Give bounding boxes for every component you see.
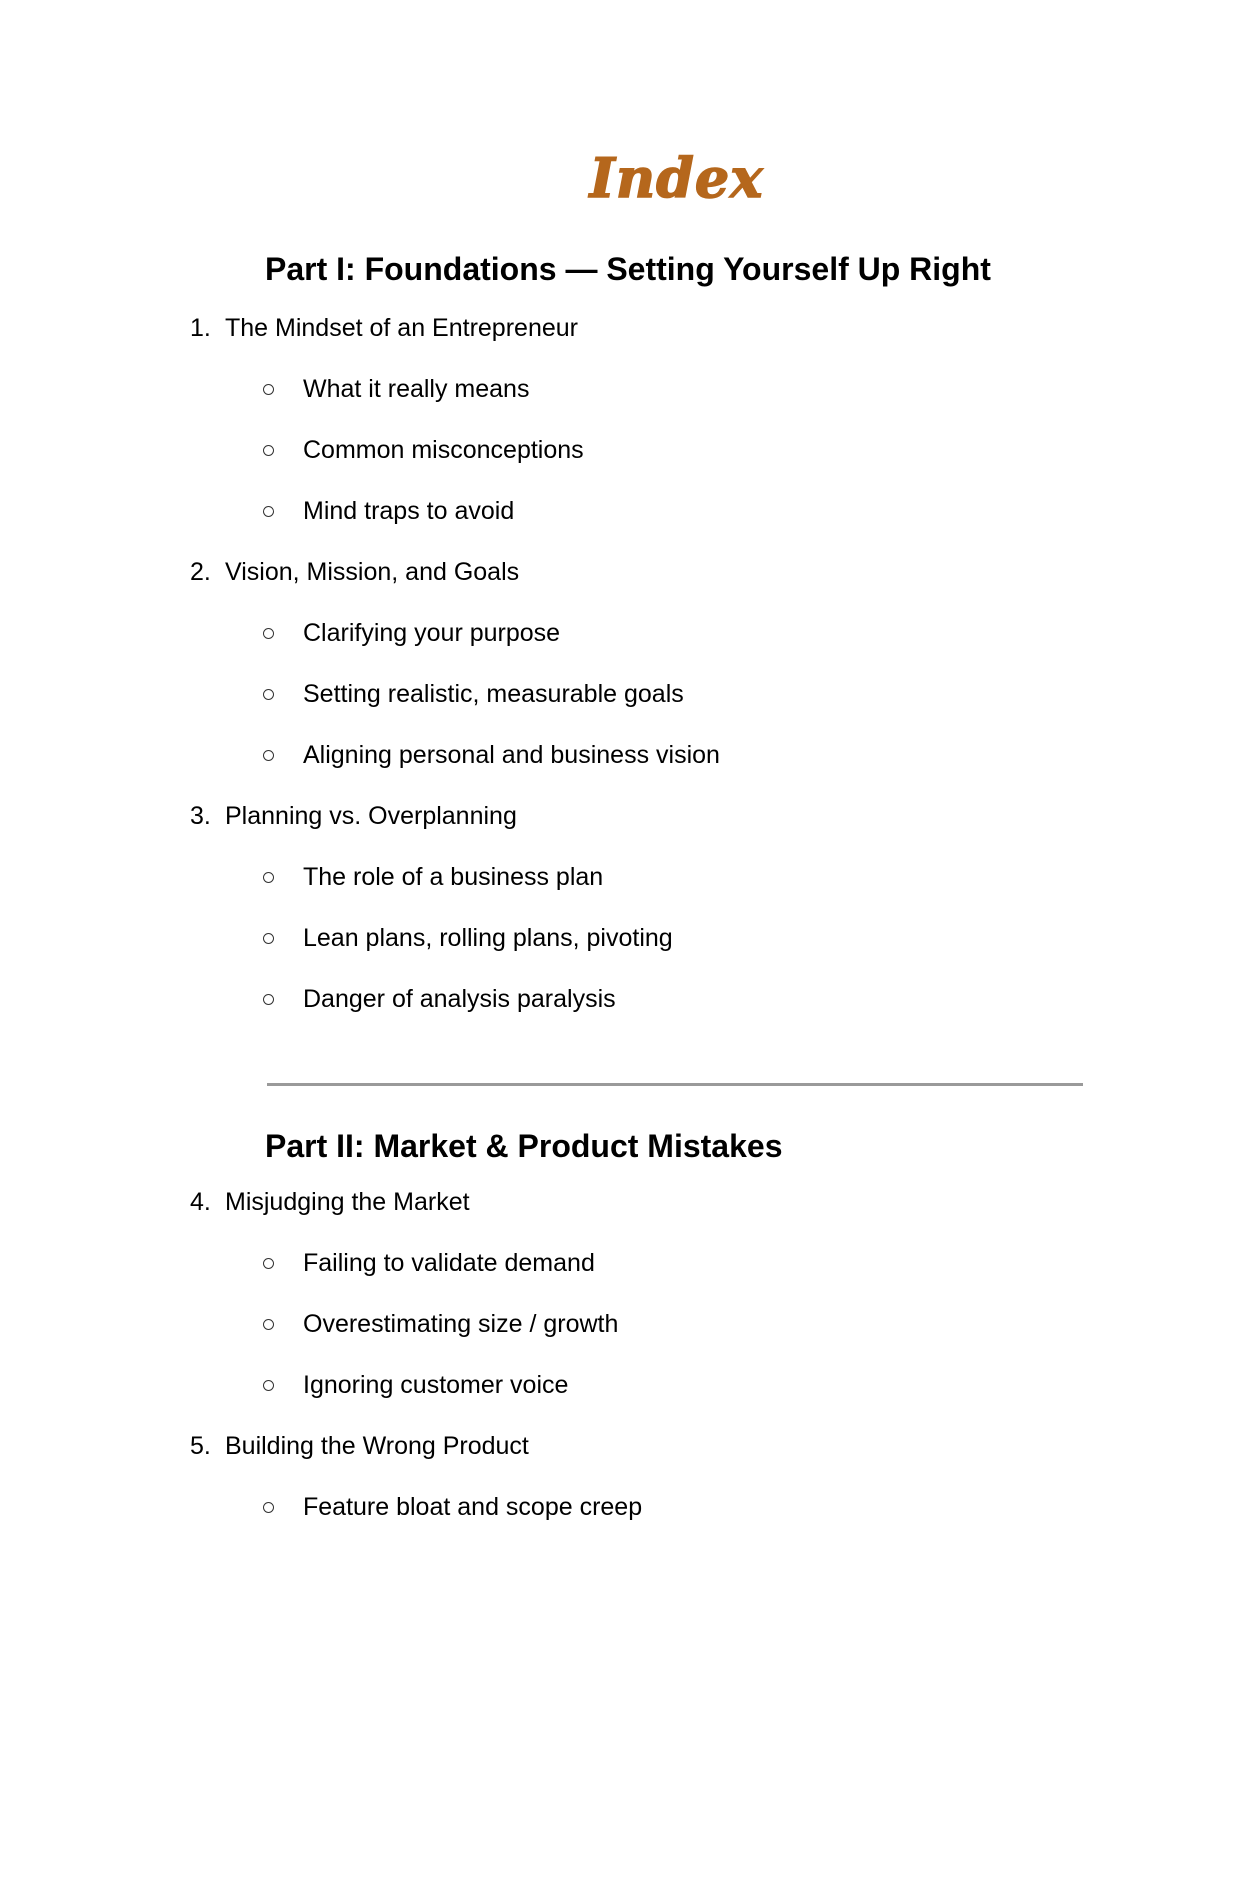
part-2-heading: Part II: Market & Product Mistakes	[265, 1128, 783, 1164]
part-1-list	[0, 298, 1100, 1030]
item-number: 3.	[190, 802, 211, 830]
hollow-bullet-icon	[263, 506, 274, 517]
item-number: 4.	[190, 1188, 211, 1216]
toc-subitem	[0, 359, 1100, 420]
subitem-label: Setting realistic, measurable goals	[303, 680, 684, 708]
item-title: Vision, Mission, and Goals	[225, 558, 520, 586]
hollow-bullet-icon	[263, 750, 274, 761]
subitem-label: Common misconceptions	[303, 436, 584, 464]
toc-subitem	[0, 420, 1100, 481]
item-title: The Mindset of an Entrepreneur	[225, 314, 578, 342]
hollow-bullet-icon	[263, 1258, 274, 1269]
subitem-label: What it really means	[303, 375, 530, 403]
toc-subitem	[0, 603, 1100, 664]
subitem-label: Overestimating size / growth	[303, 1310, 619, 1338]
toc-subitem	[0, 725, 1100, 786]
item-title: Misjudging the Market	[225, 1188, 470, 1216]
hollow-bullet-icon	[263, 872, 274, 883]
hollow-bullet-icon	[263, 1502, 274, 1513]
subitem-label: Clarifying your purpose	[303, 619, 561, 647]
toc-item-4	[0, 1172, 1100, 1233]
toc-item-1	[0, 298, 1100, 359]
toc-subitem	[0, 847, 1100, 908]
toc-subitem	[0, 1294, 1100, 1355]
hollow-bullet-icon	[263, 689, 274, 700]
subitem-label: Danger of analysis paralysis	[303, 985, 616, 1013]
toc-subitem	[0, 969, 1100, 1030]
hollow-bullet-icon	[263, 384, 274, 395]
toc-subitem	[0, 1355, 1100, 1416]
subitem-label: Failing to validate demand	[303, 1249, 595, 1277]
toc-item-3	[0, 786, 1100, 847]
subitem-label: Ignoring customer voice	[303, 1371, 569, 1399]
hollow-bullet-icon	[263, 1319, 274, 1330]
subitem-label: Mind traps to avoid	[303, 497, 515, 525]
part-1-heading: Part I: Foundations — Setting Yourself Up Right	[265, 251, 991, 287]
hollow-bullet-icon	[263, 1380, 274, 1391]
subitem-label: Aligning personal and business vision	[303, 741, 720, 769]
item-title: Planning vs. Overplanning	[225, 802, 517, 830]
hollow-bullet-icon	[263, 933, 274, 944]
part-2-list	[0, 1172, 1100, 1538]
toc-item-5	[0, 1416, 1100, 1477]
toc-subitem	[0, 664, 1100, 725]
item-title: Building the Wrong Product	[225, 1432, 529, 1460]
toc-subitem	[0, 908, 1100, 969]
item-number: 2.	[190, 558, 211, 586]
toc-item-2	[0, 542, 1100, 603]
toc-subitem	[0, 1477, 1100, 1538]
subitem-label: Feature bloat and scope creep	[303, 1493, 643, 1521]
item-number: 1.	[190, 314, 211, 342]
subitem-label: Lean plans, rolling plans, pivoting	[303, 924, 673, 952]
hollow-bullet-icon	[263, 994, 274, 1005]
hollow-bullet-icon	[263, 628, 274, 639]
document-page	[0, 148, 1242, 1903]
toc-subitem	[0, 481, 1100, 542]
subitem-label: The role of a business plan	[303, 863, 604, 891]
section-divider	[267, 1083, 1083, 1086]
toc-subitem	[0, 1233, 1100, 1294]
item-number: 5.	[190, 1432, 211, 1460]
index-title: Index	[589, 146, 764, 210]
hollow-bullet-icon	[263, 445, 274, 456]
